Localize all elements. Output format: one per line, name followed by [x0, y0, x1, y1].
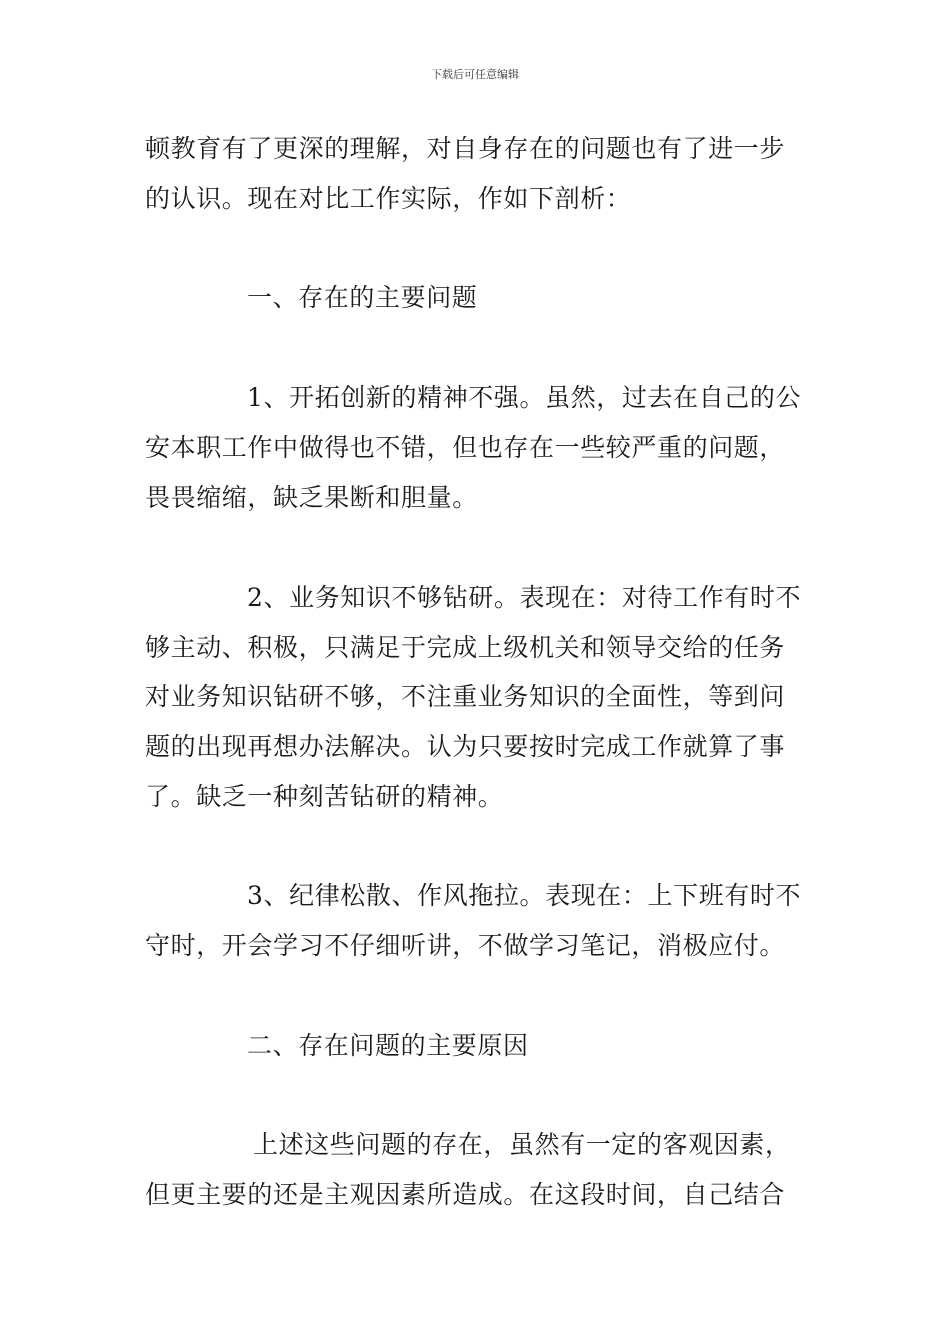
- intro-line-1: 顿教育有了更深的理解，对自身存在的问题也有了进一步: [145, 134, 786, 163]
- section-heading-problems: 一、存在的主要问题: [247, 283, 478, 312]
- cause-line-1: 上述这些问题的存在，虽然有一定的客观因素，: [253, 1130, 791, 1159]
- item-3-line-2: 守时，开会学习不仔细听讲，不做学习笔记，消极应付。: [145, 931, 786, 960]
- page-header: 下载后可任意编辑: [431, 68, 519, 81]
- item-1-line-1: 1、开拓创新的精神不强。虽然，过去在自己的公: [247, 383, 802, 412]
- intro-line-2: 的认识。现在对比工作实际，作如下剖析：: [145, 184, 632, 213]
- item-2-line-5: 了。缺乏一种刻苦钻研的精神。: [145, 782, 504, 811]
- cause-line-2: 但更主要的还是主观因素所造成。在这段时间，自己结合: [145, 1180, 786, 1209]
- section-heading-causes: 二、存在问题的主要原因: [247, 1031, 529, 1060]
- item-2-line-3: 对业务知识钻研不够，不注重业务知识的全面性，等到问: [145, 682, 786, 711]
- item-1-line-3: 畏畏缩缩，缺乏果断和胆量。: [145, 483, 478, 512]
- item-2-line-1: 2、业务知识不够钻研。表现在：对待工作有时不: [247, 583, 802, 612]
- item-2-line-4: 题的出现再想办法解决。认为只要按时完成工作就算了事: [145, 732, 786, 761]
- item-2-line-2: 够主动、积极，只满足于完成上级机关和领导交给的任务: [145, 633, 786, 662]
- item-1-line-2: 安本职工作中做得也不错，但也存在一些较严重的问题，: [145, 433, 786, 462]
- item-3-line-1: 3、纪律松散、作风拖拉。表现在：上下班有时不: [247, 881, 802, 910]
